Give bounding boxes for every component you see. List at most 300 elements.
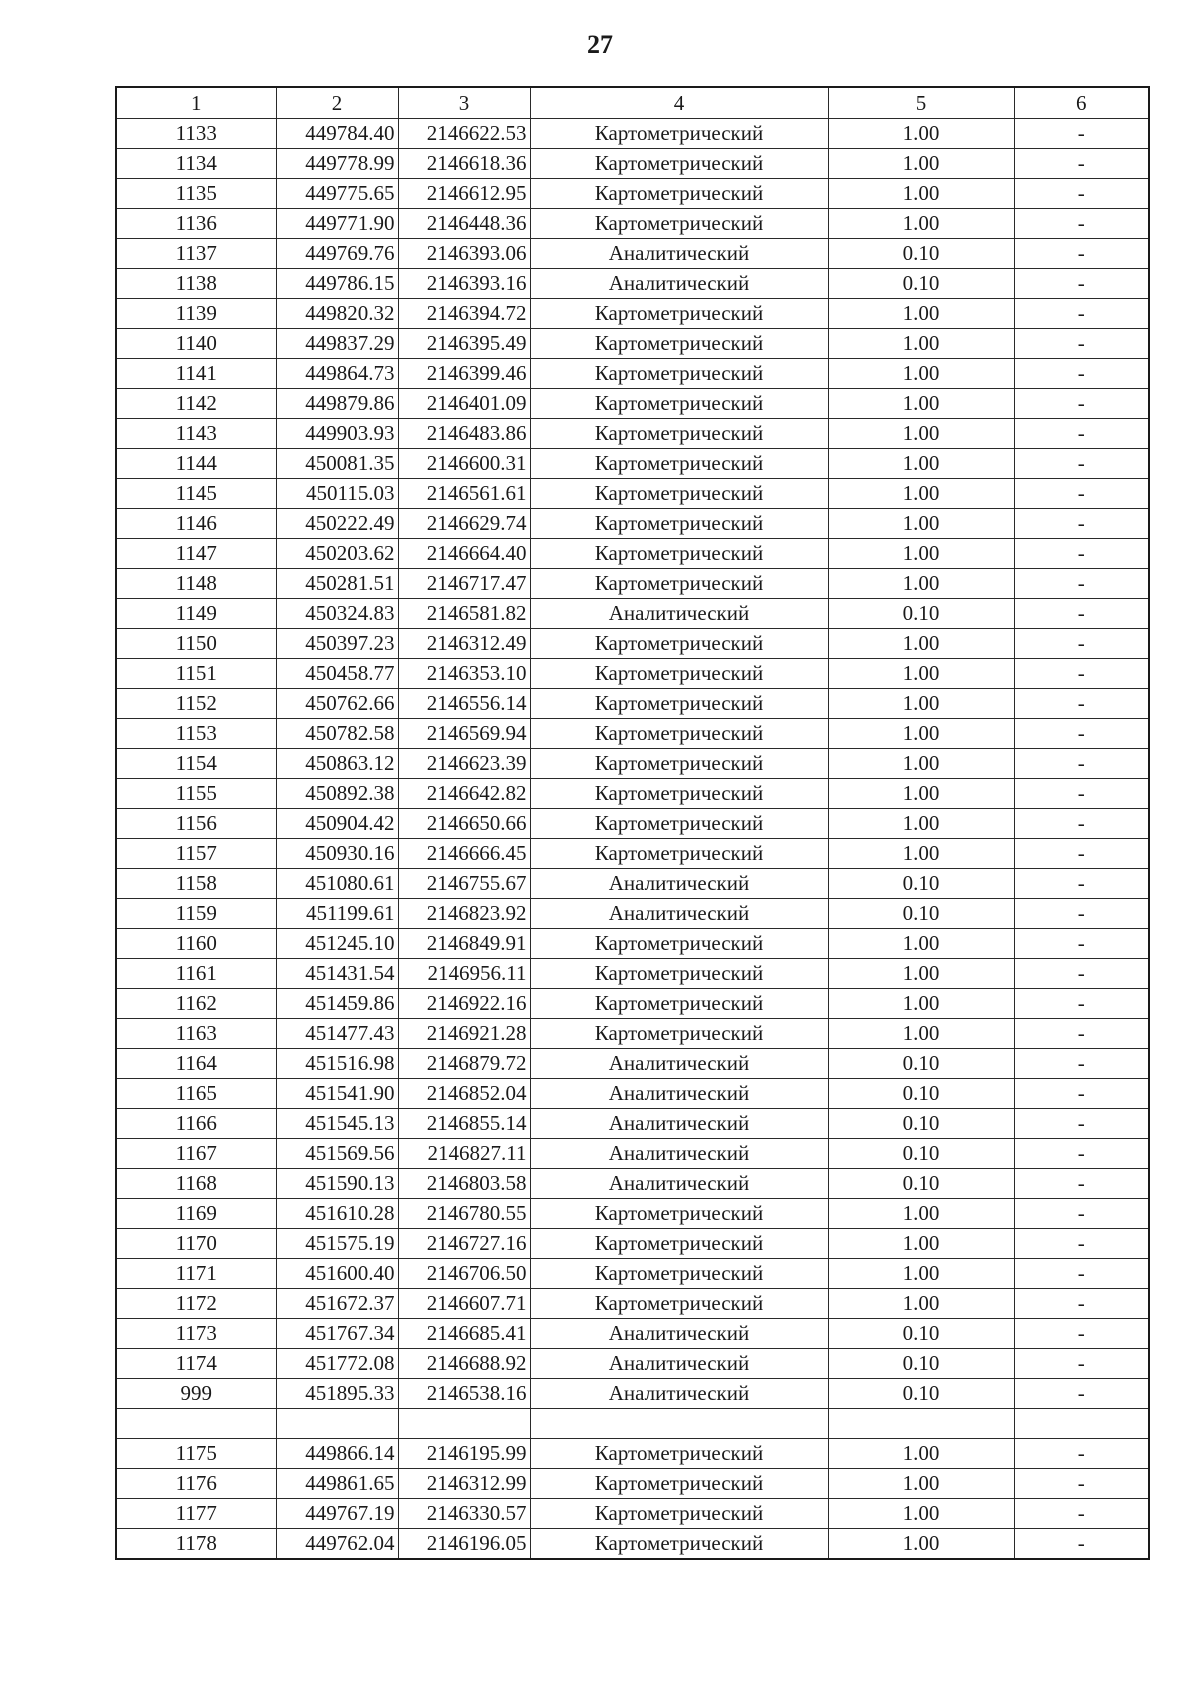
cell-precision: 0.10: [828, 899, 1014, 929]
cell-precision: 0.10: [828, 1079, 1014, 1109]
table-row: [116, 959, 1149, 989]
cell-method: Картометрический: [530, 569, 828, 599]
table-row: [116, 1499, 1149, 1529]
cell-coord-x: 449775.65: [276, 179, 398, 209]
cell-method: Картометрический: [530, 1199, 828, 1229]
cell-point-number: 1162: [116, 989, 276, 1019]
cell-note: -: [1014, 749, 1149, 779]
cell-precision: 1.00: [828, 569, 1014, 599]
cell-method: Картометрический: [530, 929, 828, 959]
cell-coord-y: 2146852.04: [398, 1079, 530, 1109]
cell-method: Аналитический: [530, 1319, 828, 1349]
table-row: [116, 1349, 1149, 1379]
cell-method: Картометрический: [530, 989, 828, 1019]
cell-point-number: 1148: [116, 569, 276, 599]
cell-coord-y: 2146600.31: [398, 449, 530, 479]
table-row: [116, 329, 1149, 359]
cell-coord-x: 449861.65: [276, 1469, 398, 1499]
table-row: [116, 1169, 1149, 1199]
cell-precision: 1.00: [828, 1229, 1014, 1259]
cell-method: Картометрический: [530, 1499, 828, 1529]
cell-precision: 1.00: [828, 299, 1014, 329]
header-col-5: 5: [828, 87, 1014, 119]
cell-coord-y: 2146538.16: [398, 1379, 530, 1409]
cell-point-number: 1157: [116, 839, 276, 869]
cell-coord-y: 2146755.67: [398, 869, 530, 899]
cell-point-number: 1138: [116, 269, 276, 299]
cell-coord-y: 2146666.45: [398, 839, 530, 869]
cell-method: Аналитический: [530, 869, 828, 899]
cell-precision: 1.00: [828, 1289, 1014, 1319]
cell-coord-x: 450222.49: [276, 509, 398, 539]
table-row: [116, 629, 1149, 659]
header-col-2: 2: [276, 87, 398, 119]
table-row: [116, 299, 1149, 329]
cell-point-number: 1169: [116, 1199, 276, 1229]
cell-coord-x: 451245.10: [276, 929, 398, 959]
cell-coord-y: 2146618.36: [398, 149, 530, 179]
cell-coord-x: 450081.35: [276, 449, 398, 479]
cell-method: Аналитический: [530, 1379, 828, 1409]
cell-point-number: 1137: [116, 239, 276, 269]
cell-point-number: 1149: [116, 599, 276, 629]
cell-note: -: [1014, 1259, 1149, 1289]
cell-method: Аналитический: [530, 269, 828, 299]
cell-coord-x: 449771.90: [276, 209, 398, 239]
table-row: [116, 509, 1149, 539]
cell-note: -: [1014, 689, 1149, 719]
cell-precision: 1.00: [828, 629, 1014, 659]
cell-coord-y: 2146399.46: [398, 359, 530, 389]
cell-coord-x: 449778.99: [276, 149, 398, 179]
cell-precision: 1.00: [828, 1439, 1014, 1469]
cell-coord-y: 2146650.66: [398, 809, 530, 839]
cell-coord-y: 2146956.11: [398, 959, 530, 989]
table-row: [116, 1469, 1149, 1499]
cell-method: Картометрический: [530, 359, 828, 389]
cell-precision: 0.10: [828, 1379, 1014, 1409]
cell-coord-y: 2146780.55: [398, 1199, 530, 1229]
cell-point-number: 1152: [116, 689, 276, 719]
cell-note: -: [1014, 659, 1149, 689]
cell-coord-x: 451610.28: [276, 1199, 398, 1229]
cell-note: -: [1014, 1439, 1149, 1469]
cell-note: -: [1014, 179, 1149, 209]
cell-coord-y: 2146581.82: [398, 599, 530, 629]
cell-note: -: [1014, 479, 1149, 509]
table-row: [116, 389, 1149, 419]
cell-coord-y: 2146706.50: [398, 1259, 530, 1289]
cell-precision: 1.00: [828, 1019, 1014, 1049]
cell-note: -: [1014, 569, 1149, 599]
cell-note: -: [1014, 119, 1149, 149]
cell-precision: 1.00: [828, 1529, 1014, 1560]
cell-method: Аналитический: [530, 1079, 828, 1109]
cell-method: Картометрический: [530, 389, 828, 419]
cell-note: -: [1014, 509, 1149, 539]
cell-point-number: [116, 1409, 276, 1439]
cell-coord-x: 450782.58: [276, 719, 398, 749]
cell-coord-y: 2146922.16: [398, 989, 530, 1019]
table-row: [116, 1289, 1149, 1319]
cell-coord-x: 451590.13: [276, 1169, 398, 1199]
cell-method: Картометрический: [530, 659, 828, 689]
table-row: [116, 1049, 1149, 1079]
cell-coord-y: 2146561.61: [398, 479, 530, 509]
cell-coord-x: 449820.32: [276, 299, 398, 329]
cell-point-number: 1154: [116, 749, 276, 779]
cell-method: Картометрический: [530, 959, 828, 989]
cell-precision: 1.00: [828, 719, 1014, 749]
cell-note: -: [1014, 1049, 1149, 1079]
cell-precision: 1.00: [828, 1199, 1014, 1229]
cell-note: -: [1014, 719, 1149, 749]
cell-point-number: 1178: [116, 1529, 276, 1560]
cell-method: [530, 1409, 828, 1439]
cell-method: Картометрический: [530, 149, 828, 179]
cell-coord-x: 451541.90: [276, 1079, 398, 1109]
table-row: [116, 1229, 1149, 1259]
cell-note: -: [1014, 359, 1149, 389]
cell-point-number: 1173: [116, 1319, 276, 1349]
cell-coord-x: 451772.08: [276, 1349, 398, 1379]
table-row: [116, 449, 1149, 479]
cell-note: -: [1014, 1169, 1149, 1199]
cell-precision: 1.00: [828, 1259, 1014, 1289]
table-row: [116, 119, 1149, 149]
table-row: [116, 719, 1149, 749]
cell-point-number: 1153: [116, 719, 276, 749]
cell-precision: 1.00: [828, 539, 1014, 569]
cell-coord-x: 449769.76: [276, 239, 398, 269]
cell-note: -: [1014, 1139, 1149, 1169]
cell-precision: 0.10: [828, 1049, 1014, 1079]
cell-method: Аналитический: [530, 239, 828, 269]
cell-point-number: 1135: [116, 179, 276, 209]
cell-precision: 1.00: [828, 479, 1014, 509]
cell-precision: 0.10: [828, 1319, 1014, 1349]
cell-method: Аналитический: [530, 599, 828, 629]
table-row: [116, 599, 1149, 629]
cell-method: Аналитический: [530, 1349, 828, 1379]
cell-precision: 0.10: [828, 239, 1014, 269]
cell-point-number: 1139: [116, 299, 276, 329]
cell-point-number: 1167: [116, 1139, 276, 1169]
cell-point-number: 1161: [116, 959, 276, 989]
cell-point-number: 1156: [116, 809, 276, 839]
cell-precision: 1.00: [828, 509, 1014, 539]
cell-note: -: [1014, 989, 1149, 1019]
cell-precision: 0.10: [828, 1349, 1014, 1379]
cell-precision: 0.10: [828, 599, 1014, 629]
cell-precision: 1.00: [828, 689, 1014, 719]
cell-precision: 0.10: [828, 1169, 1014, 1199]
cell-coord-x: 451569.56: [276, 1139, 398, 1169]
cell-point-number: 1143: [116, 419, 276, 449]
cell-precision: 1.00: [828, 1499, 1014, 1529]
cell-point-number: 1165: [116, 1079, 276, 1109]
cell-point-number: 1160: [116, 929, 276, 959]
cell-method: Картометрический: [530, 839, 828, 869]
table-row: [116, 539, 1149, 569]
cell-precision: 1.00: [828, 929, 1014, 959]
table-row: [116, 689, 1149, 719]
cell-note: -: [1014, 1529, 1149, 1560]
cell-point-number: 1168: [116, 1169, 276, 1199]
cell-method: Картометрический: [530, 509, 828, 539]
cell-method: Картометрический: [530, 539, 828, 569]
table-row: [116, 839, 1149, 869]
cell-coord-y: 2146823.92: [398, 899, 530, 929]
cell-precision: 1.00: [828, 329, 1014, 359]
cell-coord-y: 2146569.94: [398, 719, 530, 749]
cell-method: Картометрический: [530, 719, 828, 749]
cell-coord-y: 2146717.47: [398, 569, 530, 599]
cell-note: -: [1014, 1199, 1149, 1229]
cell-note: -: [1014, 389, 1149, 419]
cell-note: -: [1014, 809, 1149, 839]
cell-coord-y: 2146623.39: [398, 749, 530, 779]
cell-coord-y: 2146642.82: [398, 779, 530, 809]
cell-coord-y: 2146803.58: [398, 1169, 530, 1199]
cell-note: -: [1014, 449, 1149, 479]
cell-coord-y: 2146395.49: [398, 329, 530, 359]
cell-precision: 0.10: [828, 269, 1014, 299]
cell-point-number: 1176: [116, 1469, 276, 1499]
cell-coord-y: 2146612.95: [398, 179, 530, 209]
cell-note: -: [1014, 149, 1149, 179]
cell-coord-y: 2146827.11: [398, 1139, 530, 1169]
header-col-6: 6: [1014, 87, 1149, 119]
cell-coord-x: 450892.38: [276, 779, 398, 809]
cell-coord-y: 2146688.92: [398, 1349, 530, 1379]
cell-coord-x: 451575.19: [276, 1229, 398, 1259]
cell-coord-y: 2146921.28: [398, 1019, 530, 1049]
cell-precision: 1.00: [828, 989, 1014, 1019]
table-row: [116, 479, 1149, 509]
cell-note: -: [1014, 1229, 1149, 1259]
cell-precision: 1.00: [828, 359, 1014, 389]
cell-method: Аналитический: [530, 1139, 828, 1169]
cell-method: Картометрический: [530, 1229, 828, 1259]
table-row: [116, 779, 1149, 809]
cell-note: -: [1014, 209, 1149, 239]
cell-point-number: 1159: [116, 899, 276, 929]
cell-point-number: 999: [116, 1379, 276, 1409]
table-body: [116, 87, 1149, 1559]
cell-precision: 0.10: [828, 869, 1014, 899]
cell-method: Картометрический: [530, 179, 828, 209]
cell-point-number: 1144: [116, 449, 276, 479]
cell-method: Картометрический: [530, 749, 828, 779]
cell-coord-x: 451080.61: [276, 869, 398, 899]
cell-precision: 1.00: [828, 659, 1014, 689]
table-row: [116, 569, 1149, 599]
cell-method: Картометрический: [530, 629, 828, 659]
cell-note: -: [1014, 1019, 1149, 1049]
cell-method: Картометрический: [530, 119, 828, 149]
table-row: [116, 209, 1149, 239]
cell-note: -: [1014, 419, 1149, 449]
cell-point-number: 1177: [116, 1499, 276, 1529]
cell-method: Картометрический: [530, 1019, 828, 1049]
cell-coord-x: 450324.83: [276, 599, 398, 629]
table-row: [116, 1199, 1149, 1229]
table-row: [116, 1079, 1149, 1109]
table-row: [116, 869, 1149, 899]
cell-note: -: [1014, 929, 1149, 959]
table-row: [116, 1019, 1149, 1049]
cell-note: -: [1014, 1289, 1149, 1319]
table-row: [116, 1139, 1149, 1169]
cell-note: -: [1014, 899, 1149, 929]
header-col-4: 4: [530, 87, 828, 119]
cell-coord-y: 2146607.71: [398, 1289, 530, 1319]
cell-coord-y: 2146849.91: [398, 929, 530, 959]
cell-note: -: [1014, 599, 1149, 629]
table-row: [116, 929, 1149, 959]
cell-point-number: 1172: [116, 1289, 276, 1319]
cell-method: Картометрический: [530, 209, 828, 239]
cell-note: -: [1014, 869, 1149, 899]
cell-coord-x: 449784.40: [276, 119, 398, 149]
cell-coord-y: 2146664.40: [398, 539, 530, 569]
cell-method: Картометрический: [530, 1259, 828, 1289]
cell-point-number: 1163: [116, 1019, 276, 1049]
cell-note: [1014, 1409, 1149, 1439]
cell-note: -: [1014, 1109, 1149, 1139]
cell-precision: 1.00: [828, 1469, 1014, 1499]
table-row: [116, 1409, 1149, 1439]
cell-coord-x: 449903.93: [276, 419, 398, 449]
table-row: [116, 1379, 1149, 1409]
cell-point-number: 1166: [116, 1109, 276, 1139]
cell-point-number: 1150: [116, 629, 276, 659]
cell-precision: 0.10: [828, 1139, 1014, 1169]
table-header-row: [116, 87, 1149, 119]
table-row: [116, 1259, 1149, 1289]
cell-coord-y: 2146483.86: [398, 419, 530, 449]
cell-coord-x: 450863.12: [276, 749, 398, 779]
cell-precision: 1.00: [828, 179, 1014, 209]
cell-coord-y: 2146685.41: [398, 1319, 530, 1349]
cell-coord-y: 2146330.57: [398, 1499, 530, 1529]
cell-note: -: [1014, 839, 1149, 869]
cell-method: Аналитический: [530, 1169, 828, 1199]
cell-coord-x: 449864.73: [276, 359, 398, 389]
cell-precision: 1.00: [828, 209, 1014, 239]
cell-point-number: 1141: [116, 359, 276, 389]
cell-point-number: 1170: [116, 1229, 276, 1259]
table-row: [116, 419, 1149, 449]
cell-precision: 1.00: [828, 779, 1014, 809]
cell-point-number: 1171: [116, 1259, 276, 1289]
cell-method: Картометрический: [530, 419, 828, 449]
cell-coord-x: 451545.13: [276, 1109, 398, 1139]
cell-coord-x: 451672.37: [276, 1289, 398, 1319]
cell-method: Аналитический: [530, 1109, 828, 1139]
cell-point-number: 1174: [116, 1349, 276, 1379]
cell-coord-x: 451516.98: [276, 1049, 398, 1079]
cell-coord-y: 2146353.10: [398, 659, 530, 689]
cell-precision: [828, 1409, 1014, 1439]
cell-coord-y: 2146622.53: [398, 119, 530, 149]
table-row: [116, 149, 1149, 179]
cell-point-number: 1134: [116, 149, 276, 179]
cell-method: Картометрический: [530, 1289, 828, 1319]
cell-precision: 1.00: [828, 839, 1014, 869]
table-row: [116, 809, 1149, 839]
cell-method: Картометрический: [530, 1529, 828, 1560]
cell-point-number: 1133: [116, 119, 276, 149]
table-row: [116, 1109, 1149, 1139]
cell-point-number: 1151: [116, 659, 276, 689]
cell-precision: 1.00: [828, 959, 1014, 989]
cell-coord-x: 449837.29: [276, 329, 398, 359]
cell-note: -: [1014, 329, 1149, 359]
cell-coord-x: 449866.14: [276, 1439, 398, 1469]
cell-method: Картометрический: [530, 299, 828, 329]
header-col-1: 1: [116, 87, 276, 119]
cell-method: Картометрический: [530, 689, 828, 719]
cell-coord-y: 2146879.72: [398, 1049, 530, 1079]
cell-precision: 1.00: [828, 749, 1014, 779]
cell-precision: 1.00: [828, 149, 1014, 179]
cell-coord-x: 450458.77: [276, 659, 398, 689]
cell-point-number: 1158: [116, 869, 276, 899]
cell-method: Картометрический: [530, 1469, 828, 1499]
cell-coord-x: 451459.86: [276, 989, 398, 1019]
cell-coord-x: 450397.23: [276, 629, 398, 659]
table-row: [116, 749, 1149, 779]
cell-method: Картометрический: [530, 809, 828, 839]
cell-precision: 1.00: [828, 809, 1014, 839]
cell-coord-x: 450203.62: [276, 539, 398, 569]
table-row: [116, 359, 1149, 389]
cell-coord-x: 451767.34: [276, 1319, 398, 1349]
cell-coord-y: 2146393.16: [398, 269, 530, 299]
cell-point-number: 1146: [116, 509, 276, 539]
cell-method: Картометрический: [530, 779, 828, 809]
cell-point-number: 1155: [116, 779, 276, 809]
cell-coord-x: [276, 1409, 398, 1439]
cell-note: -: [1014, 1379, 1149, 1409]
cell-coord-y: 2146556.14: [398, 689, 530, 719]
cell-coord-x: 450762.66: [276, 689, 398, 719]
cell-precision: 1.00: [828, 119, 1014, 149]
table-row: [116, 989, 1149, 1019]
cell-precision: 1.00: [828, 389, 1014, 419]
cell-method: Картометрический: [530, 449, 828, 479]
cell-coord-x: 449762.04: [276, 1529, 398, 1560]
cell-precision: 1.00: [828, 419, 1014, 449]
cell-note: -: [1014, 299, 1149, 329]
cell-note: -: [1014, 1349, 1149, 1379]
cell-coord-y: 2146195.99: [398, 1439, 530, 1469]
cell-coord-y: [398, 1409, 530, 1439]
cell-coord-y: 2146855.14: [398, 1109, 530, 1139]
cell-coord-x: 451477.43: [276, 1019, 398, 1049]
cell-method: Аналитический: [530, 899, 828, 929]
cell-coord-y: 2146312.49: [398, 629, 530, 659]
cell-coord-x: 450115.03: [276, 479, 398, 509]
cell-point-number: 1140: [116, 329, 276, 359]
table-row: [116, 1439, 1149, 1469]
cell-note: -: [1014, 539, 1149, 569]
table-row: [116, 269, 1149, 299]
coordinates-table: [115, 86, 1150, 1560]
table-row: [116, 239, 1149, 269]
